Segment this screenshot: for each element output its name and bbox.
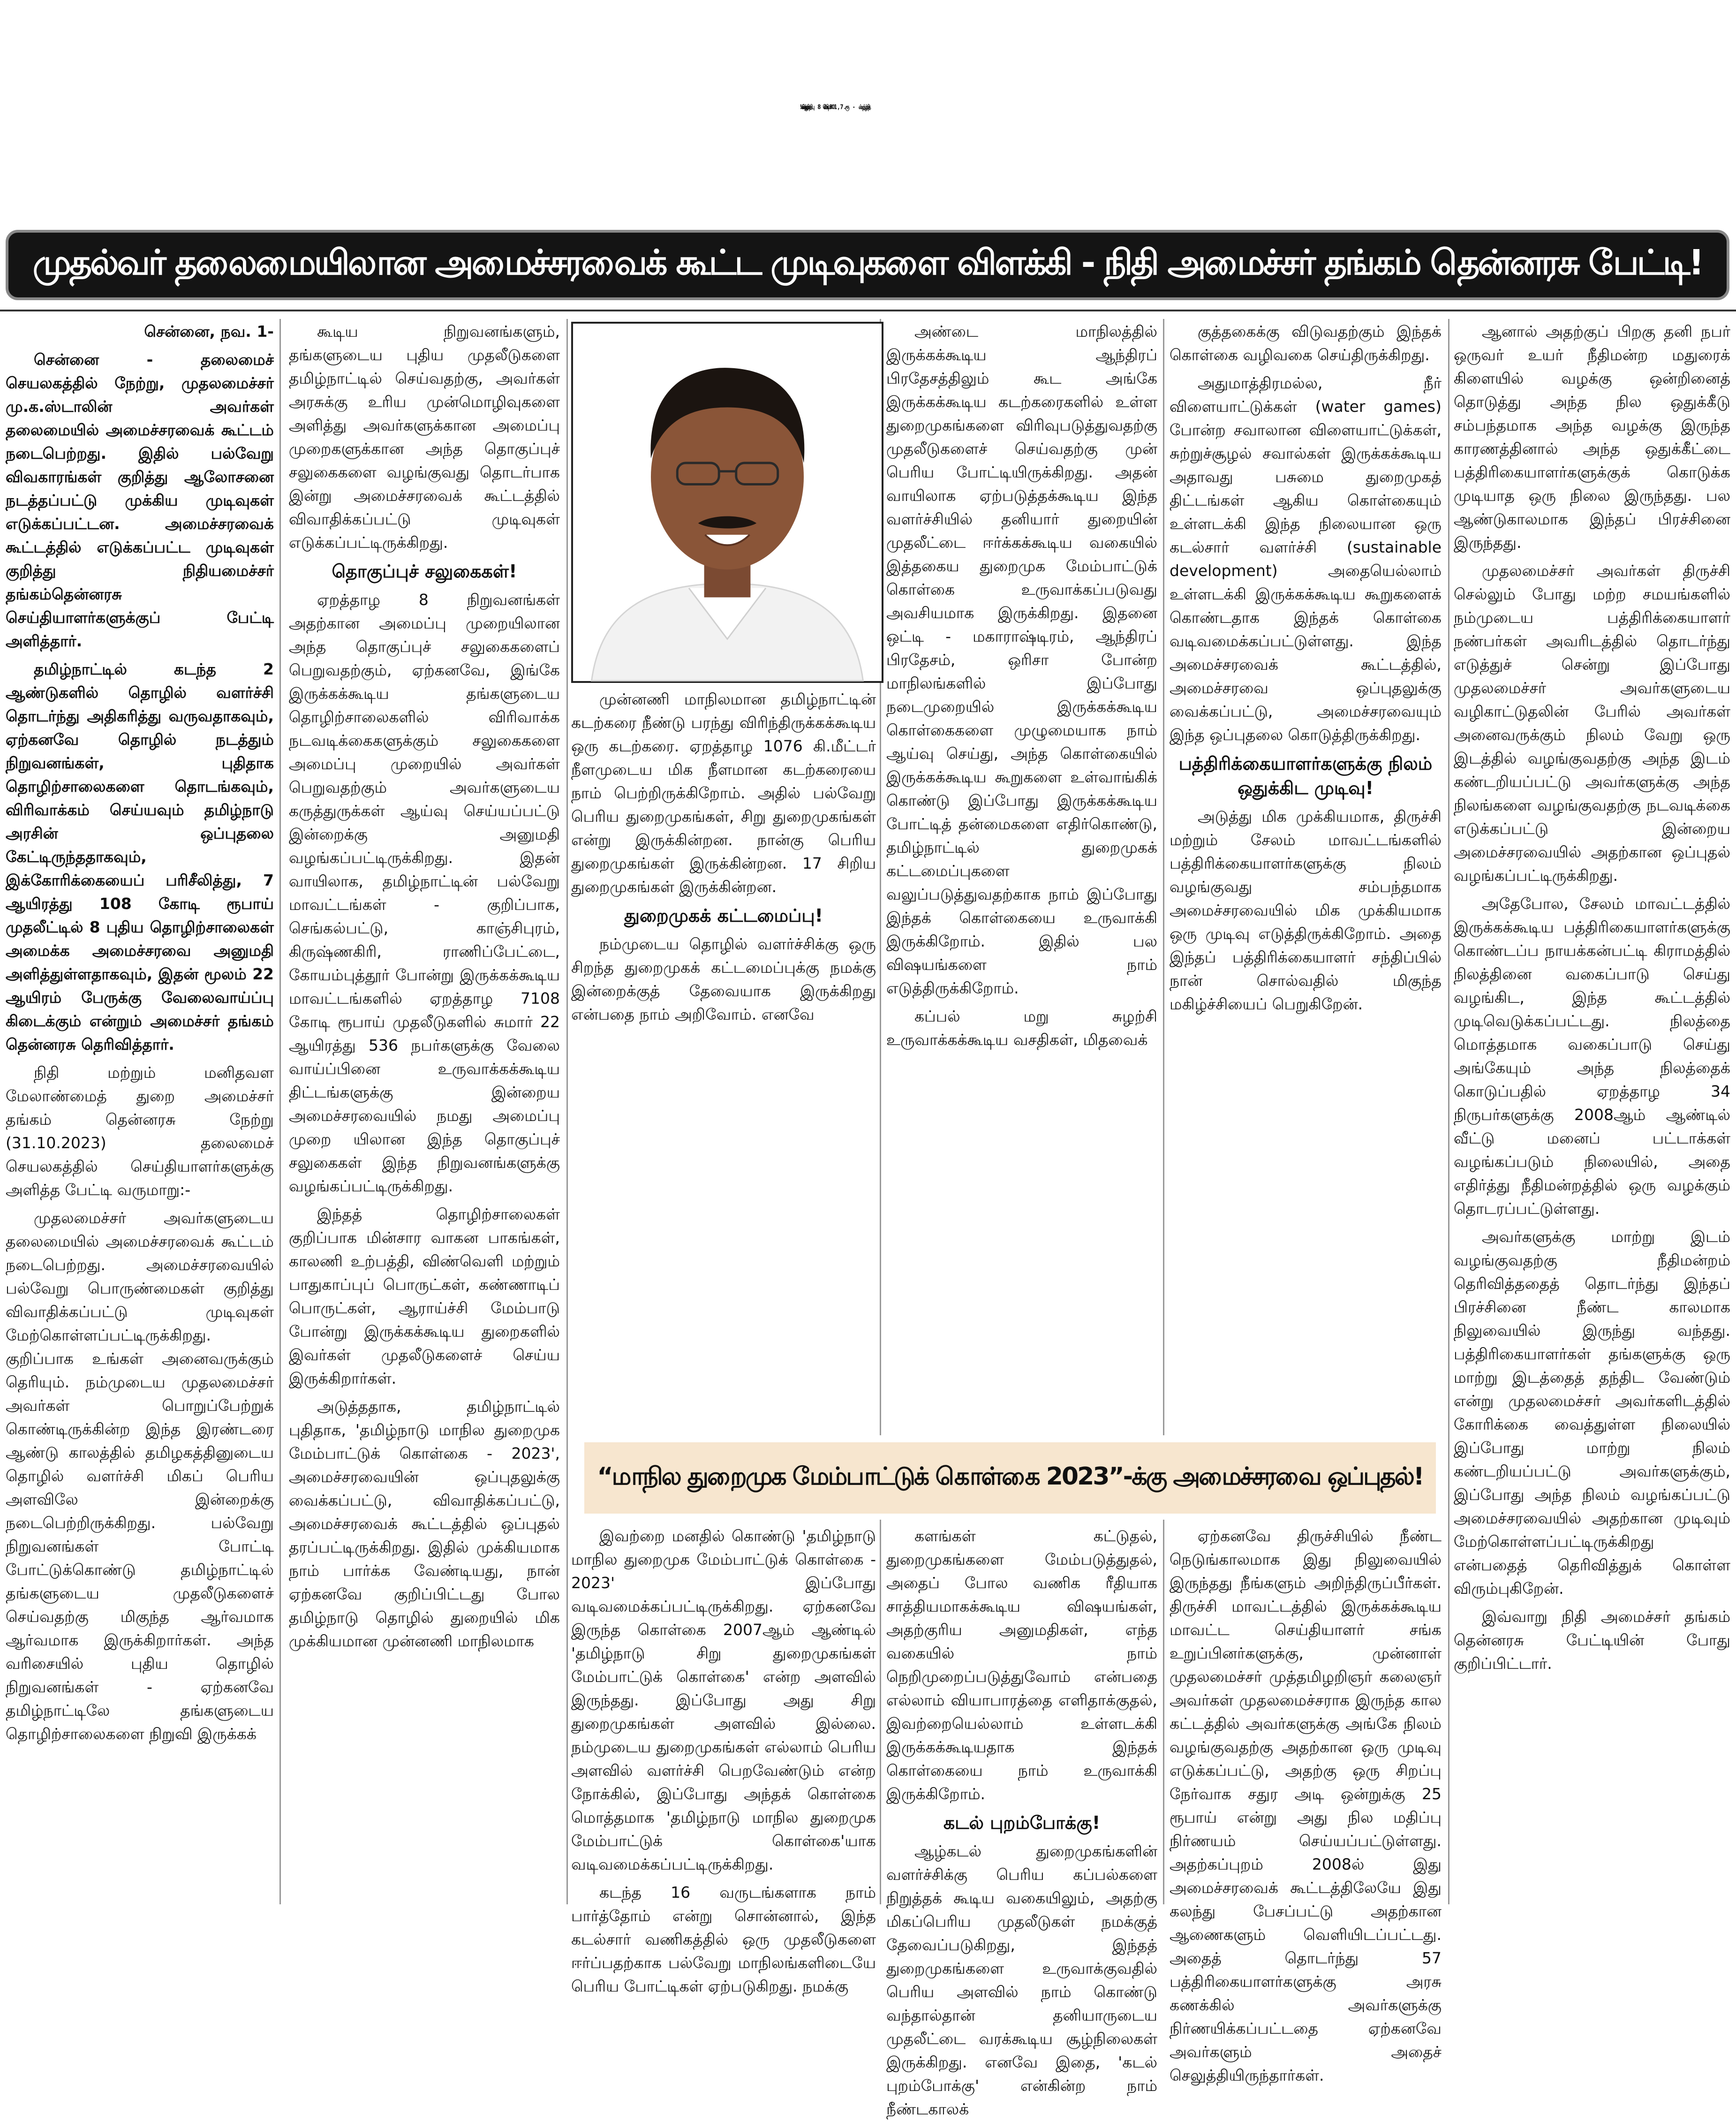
paragraph: ஏற்கனவே திருச்சியில் நீண்ட நெடுங்காலமாக இது நிலுவையில் இருந்தது நீங்களும் அறிந்திருப்பீர்கள். திருச்சி மாவட்டத்தில் இருக்கக்கூடிய மாவட்ட செய்தியாளர் சங்க உறுப்பினர்களுக்கு, முன்னாள் முதலமைச்சர் முத்தமிழறிஞர் கலைஞர் அவர்கள் முதலமைச்சராக இருந்த கால கட்டத்தில் அவர்களுக்கு அங்கே நிலம் வழங்குவதற்கு அதற்கான ஒரு முடிவு எடுக்கப்பட்டு, அதற்கு ஒரு சிறப்பு நேர்வாக சதுர அடி ஒன்றுக்கு 25 ரூபாய் என்று அது நில மதிப்பு நிர்ணயம் செய்யப்பட்டுள்ளது. அதற்கப்புறம் 2008ல் இது அமைச்சரவைக் கூட்டத்திலேயே இது கலந்து பேசப்பட்டு அதற்கான ஆணைகளும் வெளியிடப்பட்டது. அதைத் தொடர்ந்து 57 பத்திரிகையாளர்களுக்கு அரசு கணக்கில் அவர்களுக்கு நிர்ணயிக்கப்பட்டதை ஏற்கனவே அவர்களும் அதைச் செலுத்தியிருந்தார்கள். [1170,1527,1442,2084]
paragraph: நிதி மற்றும் மனிதவள மேலாண்மைத் துறை அமைச்சர் தங்கம் தென்னரசு நேற்று (31.10.2023) தலைமைச் செயலகத்தில் செய்தியாளர்களுக்கு அளித்த பேட்டி வருமாறு:- [6,1063,274,1199]
paragraph: இவற்றை மனதில் கொண்டு 'தமிழ்நாடு மாநில துறைமுக மேம்பாட்டுக் கொள்கை - 2023' இப்போது வடிவமைக்கப்பட்டிருக்கிறது. ஏற்கனவே இருந்த கொள்கை 2007ஆம் ஆண்டில் 'தமிழ்நாடு சிறு துறைமுகங்கள் மேம்பாட்டுக் கொள்கை' என்ற அளவில் இருந்தது. இப்போது அது சிறு துறைமுகங்கள் அளவில் இல்லை. நம்முடைய துறைமுகங்கள் எல்லாம் பெரிய அளவில் வளர்ச்சி பெறவேண்டும் என்ற நோக்கில், இப்போது அந்தக் கொள்கை மொத்தமாக 'தமிழ்நாடு மாநில துறைமுக மேம்பாட்டுக் கொள்கை'யாக வடிவமைக்கப்பட்டிருக்கிறது. [571,1527,876,1873]
paragraph: அதுமாத்திரமல்ல, நீர் விளையாட்டுக்கள் (water games) போன்ற சவாலான விளையாட்டுக்கள், சுற்றுச்சூழல் சவால்கள் இருக்கக்கூடிய அதாவது பசுமை துறைமுகத் திட்டங்கள் ஆகிய கொள்கையும் உள்ளடக்கி இந்த நிலையான ஒரு கடல்சார் வளர்ச்சி (sustainable development) அதையெல்லாம் உள்ளடக்கி இருக்கக்கூடிய கூறுகளைக் கொண்டதாக இந்தக் கொள்கை வடிவமைக்கப்பட்டுள்ளது. இந்த அமைச்சரவைக் கூட்டத்தில், அமைச்சரவை ஒப்புதலுக்கு வைக்கப்பட்டு, அமைச்சரவையும் இந்த ஒப்புதலை கொடுத்திருக்கிறது. [1170,374,1442,744]
pull-quote-banner [584,1442,1436,1514]
column-divider [1448,319,1449,1904]
pull-quote: “மாநில துறைமுக மேம்பாட்டுக் கொள்கை 2023”-க்கு அமைச்சரவை ஒப்புதல்! [597,1462,1423,1491]
paragraph: கடந்த 16 வருடங்களாக நாம் பார்த்தோம் என்று சொன்னால், இந்த கடல்சார் வணிகத்தில் ஒரு முதலீடுகளை ஈர்ப்பதற்காக பல்வேறு மாநிலங்களிடையே பெரிய போட்டிகள் ஏற்படுகிறது. நமக்கு [571,1883,876,1995]
paragraph: முதலமைச்சர் அவர்களுடைய தலைமையில் அமைச்சரவைக் கூட்டம் நடைபெற்றது. அமைச்சரவையில் பல்வேறு பொருண்மைகள் குறித்து விவாதிக்கப்பட்டு முடிவுகள் மேற்கொள்ளப்பட்டிருக்கிறது. குறிப்பாக உங்கள் அனைவருக்கும் தெரியும். நம்முடைய முதலமைச்சர் அவர்கள் பொறுப்பேற்றுக் கொண்டிருக்கின்ற இந்த இரண்டரை ஆண்டு காலத்தில் தமிழகத்தினுடைய தொழில் வளர்ச்சி மிகப் பெரிய அளவிலே இன்றைக்கு நடைபெற்றிருக்கிறது. பல்வேறு நிறுவனங்கள் போட்டி போட்டுக்கொண்டு தமிழ்நாட்டில் தங்களுடைய முதலீடுகளைச் செய்வதற்கு மிகுந்த ஆர்வமாக ஆர்வமாக இருக்கிறார்கள். அந்த வரிசையில் புதிய தொழில் நிறுவனங்கள் - ஏற்கனவே தமிழ்நாட்டிலே தங்களுடைய தொழிற்சாலைகளை நிறுவி இருக்கக் [6,1209,274,1743]
subheadline: முதல்வர் தலைமையிலான அமைச்சரவைக் கூட்ட முடிவுகளை விளக்கி - நிதி அமைச்சர் தங்கம் தென்னரசு பேட்டி! [32,242,1703,283]
article-column-6 [1454,320,1730,1905]
headline [0,0,1736,254]
article-column-4-lower [886,1524,1157,2118]
article-column-3-lower [571,1524,876,1995]
lead-paragraph: சென்னை - தலைமைச் செயலகத்தில் நேற்று, முதலமைச்சர் மு.க.ஸ்டாலின் அவர்கள் தலைமையில் அமைச்சரவைக் கூட்டம் நடைபெற்றது. இதில் பல்வேறு விவகாரங்கள் குறித்து ஆலோசனை நடத்தப்பட்டு முக்கிய முடிவுகள் எடுக்கப்பட்டன. அமைச்சரவைக் கூட்டத்தில் எடுக்கப்பட்ட முடிவுகள் குறித்து நிதியமைச்சர் தங்கம்தென்னரசு செய்தியாளர்களுக்குப் பேட்டி அளித்தார். [6,350,274,650]
paragraph: கப்பல் மறு சுழற்சி உருவாக்கக்கூடிய வசதிகள், மிதவைக் [886,1007,1157,1049]
section-heading: பத்திரிக்கையாளர்களுக்கு நிலம் ஒதுக்கிட முடிவு! [1178,753,1433,798]
paragraph: ஆனால் அதற்குப் பிறகு தனி நபர் ஒருவர் உயர் நீதிமன்ற மதுரைக் கிளையில் வழக்கு ஒன்றினைத் தொடுத்து அந்த நில ஒதுக்கீடு சம்பந்தமாக அந்த வழக்கு இருந்த காரணத்தினால் அந்த ஒதுக்கீட்டை பத்திரிகையாளர்களுக்குக் கொடுக்க முடியாத ஒரு நிலை இருந்தது. பல ஆண்டுகாலமாக இந்தப் பிரச்சினை இருந்தது. [1454,322,1730,552]
paragraph: அதேபோல, சேலம் மாவட்டத்தில் இருக்கக்கூடிய பத்திரிகையாளர்களுக்கு கொண்டப்ப நாயக்கன்பட்டி கிராமத்தில் நிலத்தினை வகைப்பாடு செய்து வழங்கிட, இந்த கூட்டத்தில் முடிவெடுக்கப்பட்டது. நிலத்தை மொத்தமாக வகைப்பாடு செய்து அங்கேயும் அந்த நிலத்தைக் கொடுப்பதில் ஏறத்தாழ 34 நிருபர்களுக்கு 2008ஆம் ஆண்டில் வீட்டு மனைப் பட்டாக்கள் வழங்கப்படும் நிலையில், அதை எதிர்த்து நீதிமன்றத்தில் ஒரு வழக்கும் தொடரப்பட்டுள்ளது. [1454,894,1730,1218]
column-divider [279,319,281,1904]
column-divider [566,319,568,1904]
article-column-5-upper [1170,320,1442,1432]
article-column-5-lower [1170,1524,1442,2084]
section-heading: தொகுப்புச் சலுகைகள்! [332,561,517,582]
paragraph: ஏறத்தாழ 8 நிறுவனங்கள் அதற்கான அமைப்பு முறையிலான அந்த தொகுப்புச் சலுகைகளைப் பெறுவதற்கும், ஏற்கனவே, இங்கே இருக்கக்கூடிய தங்களுடைய தொழிற்சாலைகளில் விரிவாக்க நடவடிக்கைகளுக்கும் சலுகைகளை அமைப்பு முறையில் அவர்கள் பெறுவதற்கும் அவர்களுடைய கருத்துருக்கள் ஆய்வு செய்யப்பட்டு இன்றைக்கு அனுமதி வழங்கப்பட்டிருக்கிறது. இதன் வாயிலாக, தமிழ்நாட்டின் பல்வேறு மாவட்டங்கள் - குறிப்பாக, செங்கல்பட்டு, காஞ்சிபுரம், கிருஷ்ணகிரி, ராணிப்பேட்டை, கோயம்புத்தூர் போன்று இருக்கக்கூடிய மாவட்டங்களில் ஏறத்தாழ 7108 கோடி ரூபாய் முதலீடுகளில் சுமார் 22 ஆயிரத்து 536 நபர்களுக்கு வேலை வாய்ப்பினை உருவாக்கக்கூடிய திட்டங்களுக்கு இன்றைய அமைச்சரவையில் நமது அமைப்பு முறை யிலான இந்த தொகுப்புச் சலுகைகள் இந்த நிறுவனங்களுக்கு வழங்கப்பட்டிருக்கிறது. [289,591,560,1195]
paragraph: முதலமைச்சர் அவர்கள் திருச்சி செல்லும் போது மற்ற சமயங்களில் நம்முடைய பத்திரிக்கையாளர் நண்பர்கள் அவரிடத்தில் தொடர்ந்து எடுத்துச் சென்று இப்போது முதலமைச்சர் அவர்களுடைய வழிகாட்டுதலின் பேரில் அவர்கள் அனைவருக்கும் நிலம் வேறு ஒரு இடத்தில் வழங்குவதற்கு அந்த இடம் கண்டறியப்பட்டு அவர்களுக்கு அந்த நிலங்களை வழங்குவதற்கு நடவடிக்கை எடுக்கப்பட்டு இன்றைய அமைச்சரவையில் அதற்கான ஒப்புதல் வழங்கப்பட்டிருக்கிறது. [1454,561,1730,885]
paragraph: களங்கள் கட்டுதல், துறைமுகங்களை மேம்படுத்துதல், அதைப் போல வணிக ரீதியாக சாத்தியமாகக்கூடிய விஷயங்கள், அதற்குரிய அனுமதிகள், எந்த வகையில் நாம் நெறிமுறைப்படுத்துவோம் என்பதை எல்லாம் வியாபாரத்தை எளிதாக்குதல், இவற்றையெல்லாம் உள்ளடக்கி இருக்கக்கூடியதாக இந்தக் கொள்கையை நாம் உருவாக்கி இருக்கிறோம். [886,1527,1157,1803]
article-column-4-upper [886,320,1157,1432]
minister-photo [571,322,883,683]
article-column-2 [289,320,560,1905]
paragraph: கூடிய நிறுவனங்களும், தங்களுடைய புதிய முதலீடுகளை தமிழ்நாட்டில் செய்வதற்கு, அவர்கள் அரசுக்கு உரிய முன்மொழிவுகளை அளித்து அவர்களுக்கான அமைப்பு முறைகளுக்கான அந்த தொகுப்புச் சலுகைகளை வழங்குவது தொடர்பாக இன்று அமைச்சரவைக் கூட்டத்தில் விவாதிக்கப்பட்டு முடிவுகள் எடுக்கப்பட்டிருக்கிறது. [289,322,560,552]
paragraph: அவர்களுக்கு மாற்று இடம் வழங்குவதற்கு நீதிமன்றம் தெரிவித்ததைத் தொடர்ந்து இந்தப் பிரச்சினை நீண்ட காலமாக நிலுவையில் இருந்து வந்தது. பத்திரிகையாளர்கள் தங்களுக்கு ஒரு மாற்று இடத்தைத் தந்திட வேண்டும் என்று முதலமைச்சர் அவர்களிடத்தில் கோரிக்கை வைத்துள்ள நிலையில் இப்போது மாற்று நிலம் கண்டறியப்பட்டு அவர்களுக்கும், இப்போது அந்த நிலம் வழங்கப்பட்டு அமைச்சரவையில் அதற்கான முடிவும் மேற்கொள்ளப்பட்டிருக்கிறது என்பதைத் தெரிவித்துக் கொள்ள விரும்புகிறேன். [1454,1227,1730,1598]
article-column-3-upper [571,688,876,1429]
dateline: சென்னை, நவ. 1- [144,322,274,341]
paragraph: குத்தகைக்கு விடுவதற்கும் இந்தக் கொள்கை வழிவகை செய்திருக்கிறது. [1170,322,1442,364]
paragraph: அடுத்து மிக முக்கியமாக, திருச்சி மற்றும் சேலம் மாவட்டங்களில் பத்திரிக்கையாளர்களுக்கு நிலம் வழங்குவது சம்பந்தமாக அமைச்சரவையில் மிக முக்கியமாக ஒரு முடிவு எடுத்திருக்கிறோம். அதை இந்தப் பத்திரிக்கையாளர் சந்திப்பில் நான் சொல்வதில் மிகுந்த மகிழ்ச்சியைப் பெறுகிறேன். [1170,807,1442,1013]
section-heading: கடல் புறம்போக்கு! [943,1812,1101,1833]
section-heading: துறைமுகக் கட்டமைப்பு! [624,905,823,926]
paragraph: இந்தத் தொழிற்சாலைகள் குறிப்பாக மின்சார வாகன பாகங்கள், காலணி உற்பத்தி, விண்வெளி மற்றும் பாதுகாப்புப் பொருட்கள், கண்ணாடிப் பொருட்கள், ஆராய்ச்சி மேம்பாடு போன்று இருக்கக்கூடிய துறைகளில் இவர்கள் முதலீடுகளைச் செய்ய இருக்கிறார்கள். [289,1205,560,1387]
column-divider [1163,319,1164,1435]
column-divider [880,1520,881,1904]
paragraph: ஆழ்கடல் துறைமுகங்களின் வளர்ச்சிக்கு பெரிய கப்பல்களை நிறுத்தக் கூடிய வகையிலும், அதற்கு மிகப்பெரிய முதலீடுகள் நமக்குத் தேவைப்படுகிறது, இந்தத் துறைமுகங்களை உருவாக்குவதில் பெரிய அளவில் நாம் கொண்டு வந்தால்தான் தனியாருடைய முதலீட்டை வரக்கூடிய சூழ்நிலைகள் இருக்கிறது. எனவே இதை, 'கடல் புறம்போக்கு' என்கின்ற நாம் நீண்டகாலக் [886,1842,1157,2118]
header-rule [0,310,1736,311]
paragraph: நம்முடைய தொழில் வளர்ச்சிக்கு ஒரு சிறந்த துறைமுகக் கட்டமைப்புக்கு நமக்கு இன்றைக்குத் தேவையாக இருக்கிறது என்பதை நாம் அறிவோம். எனவே [571,935,876,1023]
article-column-1 [6,320,274,1905]
subheadline-banner [6,230,1729,300]
paragraph: அடுத்ததாக, தமிழ்நாட்டில் புதிதாக, 'தமிழ்நாடு மாநில துறைமுக மேம்பாட்டுக் கொள்கை - 2023', அமைச்சரவையின் ஒப்புதலுக்கு வைக்கப்பட்டு, விவாதிக்கப்பட்டு, அமைச்சரவைக் கூட்டத்தில் ஒப்புதல் தரப்பட்டிருக்கிறது. இதில் முக்கியமாக நாம் பார்க்க வேண்டியது, நான் ஏற்கனவே குறிப்பிட்டது போல தமிழ்நாடு தொழில் துறையில் மிக முக்கியமான முன்னணி மாநிலமாக [289,1397,560,1650]
lead-paragraph: தமிழ்நாட்டில் கடந்த 2 ஆண்டுகளில் தொழில் வளர்ச்சி தொடர்ந்து அதிகரித்து வருவதாகவும், ஏற்கனவே தொழில் நடத்தும் நிறுவனங்கள், புதிதாக தொழிற்சாலைகளை தொடங்கவும், விரிவாக்கம் செய்யவும் தமிழ்நாடு அரசின் ஒப்புதலை கேட்டிருந்ததாகவும், இக்கோரிக்கையைப் பரிசீலித்து, 7 ஆயிரத்து 108 கோடி ரூபாய் முதலீட்டில் 8 புதிய தொழிற்சாலைகள் அமைக்க அமைச்சரவை அனுமதி அளித்துள்ளதாகவும், இதன் மூலம் 22 ஆயிரம் பேருக்கு வேலைவாய்ப்பு கிடைக்கும் என்றும் அமைச்சர் தங்கம் தென்னரசு தெரிவித்தார். [6,660,274,1053]
paragraph: முன்னணி மாநிலமான தமிழ்நாட்டின் கடற்கரை நீண்டு பரந்து விரிந்திருக்கக்கூடிய ஒரு கடற்கரை. ஏறத்தாழ 1076 கி.மீட்டர் நீளமுடைய மிக நீளமான கடற்கரையை நாம் பெற்றிருக்கிறோம். அதில் பல்வேறு பெரிய துறைமுகங்கள், சிறு துறைமுகங்கள் என்று இருக்கின்றன. நான்கு பெரிய துறைமுகங்கள் இருக்கின்றன. 17 சிறிய துறைமுகங்கள் இருக்கின்றன. [571,690,876,896]
paragraph: அண்டை மாநிலத்தில் இருக்கக்கூடிய ஆந்திரப் பிரதேசத்திலும் கூட அங்கே இருக்கக்கூடிய கடற்கரைகளில் உள்ள துறைமுகங்களை விரிவுபடுத்துவதற்கு முதலீடுகளைச் செய்வதற்கு முன் பெரிய போட்டியிருக்கிறது. அதன் வாயிலாக ஏற்படுத்தக்கூடிய இந்த வளர்ச்சியில் தனியார் துறையின் முதலீட்டை ஈர்க்கக்கூடிய வகையில் இத்தகைய துறைமுக மேம்பாட்டுக் கொள்கை உருவாக்கப்படுவது அவசியமாக இருக்கிறது. இதனை ஒட்டி - மகாராஷ்டிரம், ஆந்திரப் பிரதேசம், ஒரிசா போன்ற மாநிலங்களில் இப்போது நடைமுறையில் இருக்கக்கூடிய கொள்கைகளை முழுமையாக நாம் ஆய்வு செய்து, அந்த கொள்கையில் இருக்கக்கூடிய கூறுகளை உள்வாங்கிக் கொண்டு இப்போது இருக்கக்கூடிய போட்டித் தன்மைகளை எதிர்கொண்டு, தமிழ்நாட்டில் துறைமுகக் கட்டமைப்புகளை வலுப்படுத்துவதற்காக நாம் இப்போது இந்தக் கொள்கையை உருவாக்கி இருக்கிறோம். இதில் பல விஷயங்களை நாம் எடுத்திருக்கிறோம். [886,322,1157,997]
paragraph: இவ்வாறு நிதி அமைச்சர் தங்கம் தென்னரசு பேட்டியின் போது குறிப்பிட்டார். [1454,1607,1730,1673]
column-divider [1163,1520,1164,1904]
